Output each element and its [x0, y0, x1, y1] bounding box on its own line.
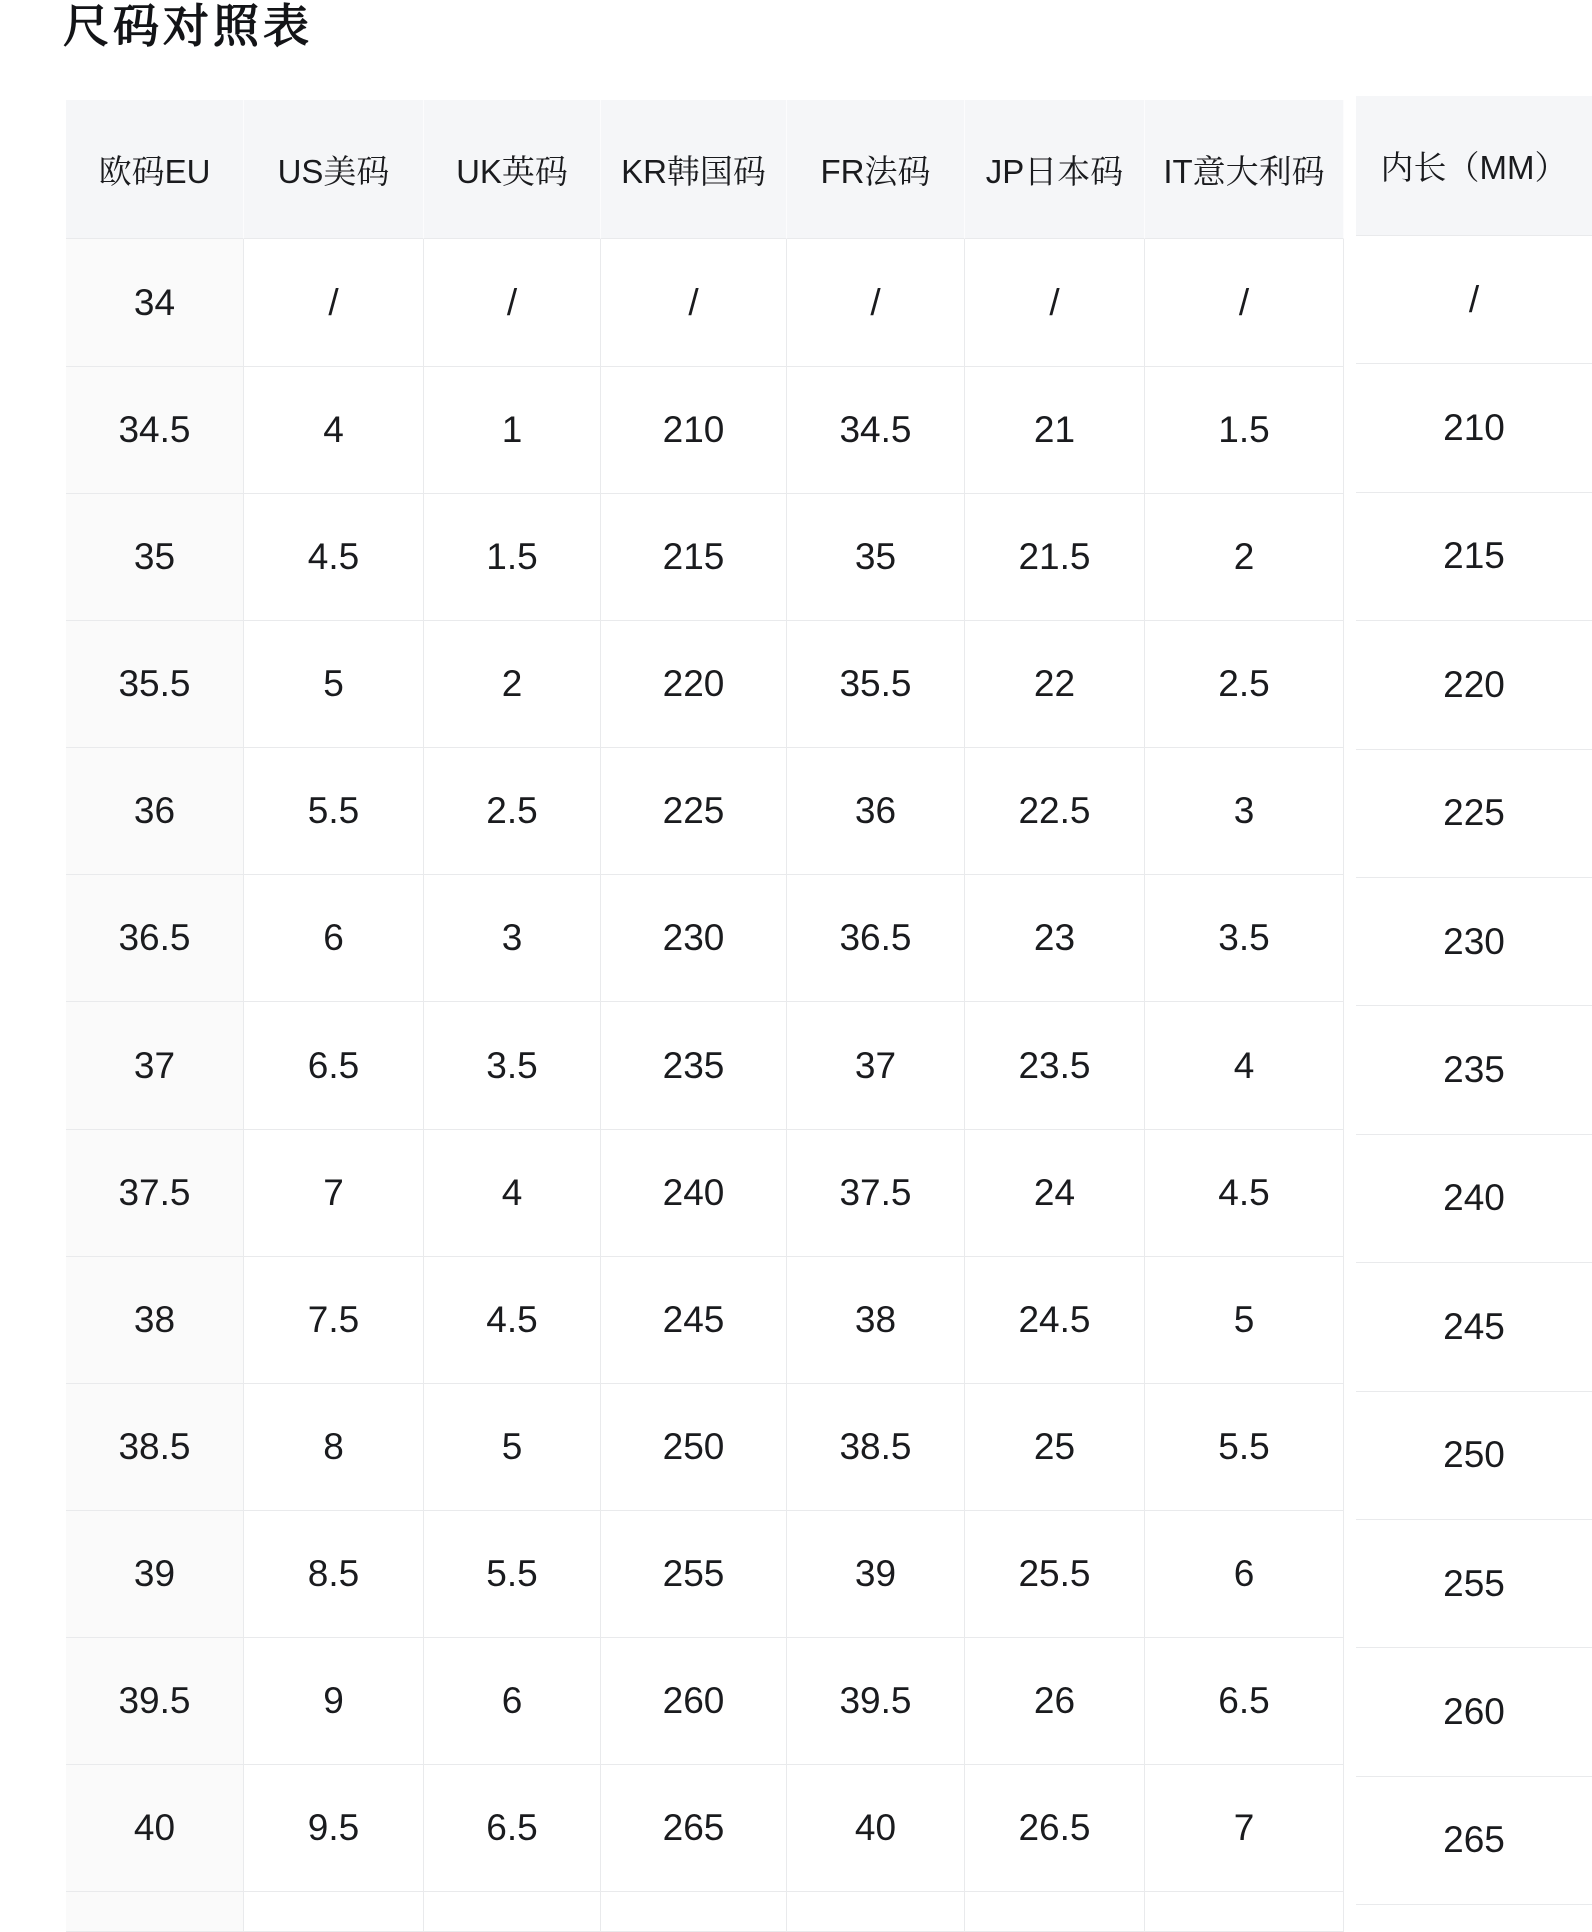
cell-kr: 265: [601, 1765, 787, 1892]
cell-fr: 39.5: [787, 1638, 965, 1765]
cell-fr: 36.5: [787, 875, 965, 1002]
cell-uk: 2.5: [424, 748, 601, 875]
cell-uk: 4.5: [424, 1257, 601, 1384]
cell-kr: 215: [601, 494, 787, 621]
row-header-eu: 39: [66, 1511, 244, 1638]
cell-inner-length: /: [1356, 236, 1592, 364]
cell-jp: 22: [965, 621, 1145, 748]
page-title: 尺码对照表: [63, 0, 313, 52]
column-header-inner-length: 内长（MM）: [1356, 96, 1592, 236]
row-header-eu: 35: [66, 494, 244, 621]
row-header-eu: 34.5: [66, 367, 244, 494]
cell-us: 8: [244, 1384, 424, 1511]
cell-jp: 24.5: [965, 1257, 1145, 1384]
cell-partial: [66, 1892, 244, 1932]
cell-kr: 260: [601, 1638, 787, 1765]
cell-inner-length: 210: [1356, 364, 1592, 492]
cell-inner-length: 250: [1356, 1392, 1592, 1520]
cell-us: 8.5: [244, 1511, 424, 1638]
cell-us: 9: [244, 1638, 424, 1765]
cell-kr: 240: [601, 1130, 787, 1257]
cell-it: 6.5: [1145, 1638, 1344, 1765]
cell-uk: /: [424, 239, 601, 367]
cell-us: 9.5: [244, 1765, 424, 1892]
row-header-eu: 37.5: [66, 1130, 244, 1257]
cell-jp: 21: [965, 367, 1145, 494]
row-header-eu: 39.5: [66, 1638, 244, 1765]
cell-jp: 26: [965, 1638, 1145, 1765]
cell-partial: [1145, 1892, 1344, 1932]
cell-fr: 39: [787, 1511, 965, 1638]
row-header-eu: 38.5: [66, 1384, 244, 1511]
cell-it: 4.5: [1145, 1130, 1344, 1257]
row-header-eu: 34: [66, 239, 244, 367]
table-row: [66, 621, 1344, 748]
size-table-scroll-area[interactable]: [66, 100, 1344, 1932]
cell-partial: [424, 1892, 601, 1932]
table-row: [66, 239, 1344, 367]
cell-jp: 26.5: [965, 1765, 1145, 1892]
cell-us: 4.5: [244, 494, 424, 621]
column-header-it: IT意大利码: [1145, 100, 1344, 239]
cell-inner-length: 235: [1356, 1006, 1592, 1134]
cell-uk: 5.5: [424, 1511, 601, 1638]
cell-fr: 38.5: [787, 1384, 965, 1511]
cell-uk: 3: [424, 875, 601, 1002]
cell-kr: 235: [601, 1002, 787, 1129]
cell-fr: /: [787, 239, 965, 367]
cell-it: 2.5: [1145, 621, 1344, 748]
cell-jp: /: [965, 239, 1145, 367]
cell-jp: 23.5: [965, 1002, 1145, 1129]
table-row: [66, 875, 1344, 1002]
cell-inner-length: 265: [1356, 1777, 1592, 1905]
row-header-eu: 38: [66, 1257, 244, 1384]
cell-partial: [965, 1892, 1145, 1932]
cell-it: 6: [1145, 1511, 1344, 1638]
cell-it: /: [1145, 239, 1344, 367]
column-header-us: US美码: [244, 100, 424, 239]
cell-inner-length: 255: [1356, 1520, 1592, 1648]
cell-fr: 38: [787, 1257, 965, 1384]
cell-inner-length: 225: [1356, 750, 1592, 878]
cell-fr: 35.5: [787, 621, 965, 748]
cell-kr: 210: [601, 367, 787, 494]
cell-us: 4: [244, 367, 424, 494]
table-row: [66, 367, 1344, 494]
cell-fr: 35: [787, 494, 965, 621]
cell-us: 5.5: [244, 748, 424, 875]
cell-kr: 245: [601, 1257, 787, 1384]
row-header-eu: 36.5: [66, 875, 244, 1002]
table-row: [66, 1257, 1344, 1384]
cell-jp: 25.5: [965, 1511, 1145, 1638]
table-row: [66, 1765, 1344, 1892]
cell-fr: 34.5: [787, 367, 965, 494]
cell-us: /: [244, 239, 424, 367]
cell-us: 6: [244, 875, 424, 1002]
cell-jp: 25: [965, 1384, 1145, 1511]
cell-inner-length-partial: [1356, 1905, 1592, 1925]
cell-kr: /: [601, 239, 787, 367]
cell-uk: 4: [424, 1130, 601, 1257]
cell-fr: 37: [787, 1002, 965, 1129]
cell-us: 5: [244, 621, 424, 748]
cell-fr: 36: [787, 748, 965, 875]
table-row: [66, 748, 1344, 875]
column-header-fr: FR法码: [787, 100, 965, 239]
table-row: [66, 1638, 1344, 1765]
cell-jp: 22.5: [965, 748, 1145, 875]
cell-uk: 2: [424, 621, 601, 748]
row-header-eu: 40: [66, 1765, 244, 1892]
cell-jp: 21.5: [965, 494, 1145, 621]
cell-uk: 6.5: [424, 1765, 601, 1892]
cell-inner-length: 215: [1356, 493, 1592, 621]
cell-uk: 5: [424, 1384, 601, 1511]
cell-inner-length: 230: [1356, 878, 1592, 1006]
cell-us: 7: [244, 1130, 424, 1257]
cell-kr: 220: [601, 621, 787, 748]
cell-us: 7.5: [244, 1257, 424, 1384]
row-header-eu: 37: [66, 1002, 244, 1129]
cell-it: 1.5: [1145, 367, 1344, 494]
cell-partial: [787, 1892, 965, 1932]
cell-us: 6.5: [244, 1002, 424, 1129]
row-header-eu: 35.5: [66, 621, 244, 748]
cell-fr: 37.5: [787, 1130, 965, 1257]
cell-uk: 1.5: [424, 494, 601, 621]
cell-kr: 230: [601, 875, 787, 1002]
cell-uk: 1: [424, 367, 601, 494]
cell-partial: [244, 1892, 424, 1932]
cell-it: 4: [1145, 1002, 1344, 1129]
inner-length-fixed-column: [1356, 96, 1592, 1925]
table-row-partial: [66, 1892, 1344, 1932]
column-header-uk: UK英码: [424, 100, 601, 239]
cell-inner-length: 260: [1356, 1648, 1592, 1776]
cell-it: 2: [1145, 494, 1344, 621]
table-row: [66, 1002, 1344, 1129]
cell-it: 3: [1145, 748, 1344, 875]
cell-kr: 250: [601, 1384, 787, 1511]
cell-it: 7: [1145, 1765, 1344, 1892]
cell-it: 5.5: [1145, 1384, 1344, 1511]
table-row: [66, 1130, 1344, 1257]
column-header-eu: 欧码EU: [66, 100, 244, 239]
table-header-row: [66, 100, 1344, 239]
column-header-kr: KR韩国码: [601, 100, 787, 239]
table-row: [66, 1384, 1344, 1511]
cell-it: 3.5: [1145, 875, 1344, 1002]
cell-inner-length: 220: [1356, 621, 1592, 749]
cell-kr: 225: [601, 748, 787, 875]
column-header-jp: JP日本码: [965, 100, 1145, 239]
cell-inner-length: 240: [1356, 1135, 1592, 1263]
cell-jp: 23: [965, 875, 1145, 1002]
cell-uk: 3.5: [424, 1002, 601, 1129]
cell-jp: 24: [965, 1130, 1145, 1257]
cell-kr: 255: [601, 1511, 787, 1638]
cell-fr: 40: [787, 1765, 965, 1892]
cell-partial: [601, 1892, 787, 1932]
cell-it: 5: [1145, 1257, 1344, 1384]
table-row: [66, 494, 1344, 621]
cell-uk: 6: [424, 1638, 601, 1765]
table-row: [66, 1511, 1344, 1638]
cell-inner-length: 245: [1356, 1263, 1592, 1391]
row-header-eu: 36: [66, 748, 244, 875]
